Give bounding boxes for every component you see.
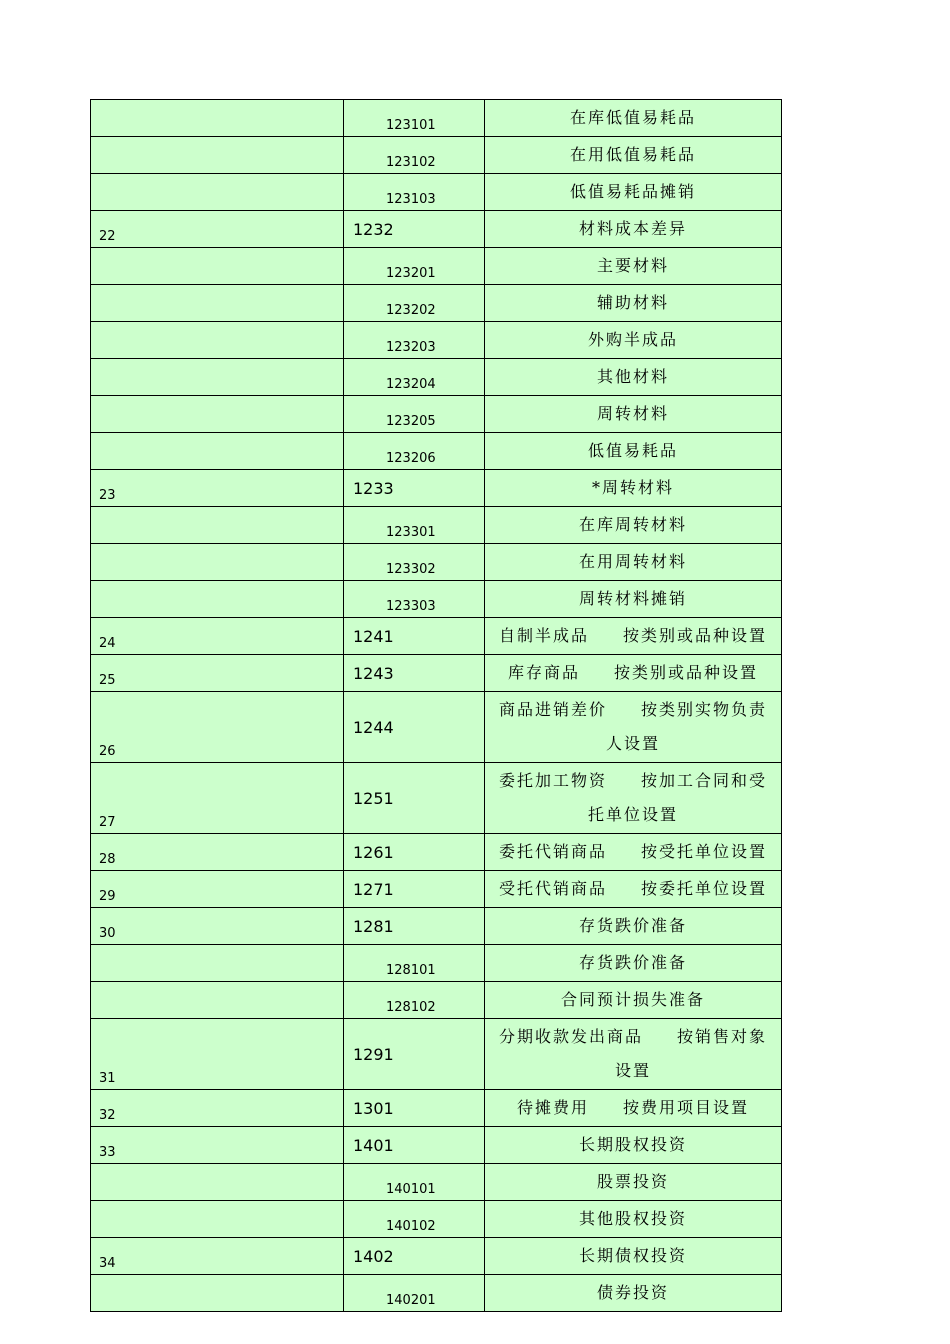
row-number-cell: 28	[91, 834, 344, 871]
row-number-cell	[91, 507, 344, 544]
table-row	[91, 285, 782, 322]
account-name: 周转材料摊销	[578, 589, 687, 608]
account-code-cell: 123202	[344, 285, 485, 322]
table-row	[91, 137, 782, 174]
row-number-cell	[91, 1164, 344, 1201]
account-name-cell	[485, 322, 782, 359]
account-name-cell	[485, 285, 782, 322]
row-number-cell	[91, 1275, 344, 1312]
account-name: 主要材料	[596, 256, 669, 275]
account-name: 外购半成品	[587, 330, 678, 349]
account-name-cell	[485, 1127, 782, 1164]
table-row	[91, 1275, 782, 1312]
account-name: 其他材料	[596, 367, 669, 386]
account-name: 债券投资	[596, 1283, 669, 1302]
setup-note: 按类别实物负责人设置	[605, 700, 768, 753]
account-name: 股票投资	[596, 1172, 669, 1191]
table-row	[91, 1090, 782, 1127]
account-name: 合同预计损失准备	[560, 990, 705, 1009]
account-name-cell	[485, 1090, 782, 1127]
account-name: 自制半成品	[498, 626, 589, 645]
setup-note: 按类别或品种设置	[614, 663, 759, 682]
table-row	[91, 1019, 782, 1090]
table-row	[91, 655, 782, 692]
account-code-cell: 1402	[344, 1238, 485, 1275]
account-name-cell	[485, 1164, 782, 1201]
row-number-cell: 34	[91, 1238, 344, 1275]
row-number-cell: 30	[91, 908, 344, 945]
row-number-cell	[91, 544, 344, 581]
row-number-cell: 25	[91, 655, 344, 692]
account-name-cell	[485, 396, 782, 433]
row-number-cell: 29	[91, 871, 344, 908]
table-row	[91, 100, 782, 137]
row-number-cell: 27	[91, 763, 344, 834]
account-name: 长期债权投资	[578, 1246, 687, 1265]
account-name-cell	[485, 763, 782, 834]
account-name-cell	[485, 1019, 782, 1090]
account-name-cell	[485, 692, 782, 763]
table-row	[91, 396, 782, 433]
setup-note: 按受托单位设置	[641, 842, 768, 861]
setup-note: 按委托单位设置	[641, 879, 768, 898]
account-name: 委托代销商品	[498, 842, 607, 861]
account-name: 低值易耗品	[587, 441, 678, 460]
row-number-cell: 23	[91, 470, 344, 507]
table-row	[91, 1127, 782, 1164]
account-name: 长期股权投资	[578, 1135, 687, 1154]
setup-note: 按类别或品种设置	[623, 626, 768, 645]
table-body	[91, 100, 782, 1312]
table-row	[91, 211, 782, 248]
account-name: 周转材料	[596, 404, 669, 423]
account-name-cell	[485, 945, 782, 982]
account-name: 在用周转材料	[578, 552, 687, 571]
account-name: 辅助材料	[596, 293, 669, 312]
account-name-cell	[485, 100, 782, 137]
row-number-cell	[91, 1201, 344, 1238]
table-row	[91, 945, 782, 982]
account-name-cell	[485, 137, 782, 174]
account-code-cell: 123303	[344, 581, 485, 618]
account-name-cell	[485, 174, 782, 211]
account-name: 商品进销差价	[498, 700, 607, 719]
account-code-cell: 1243	[344, 655, 485, 692]
table-row	[91, 763, 782, 834]
account-name-cell	[485, 1201, 782, 1238]
account-code-cell: 123201	[344, 248, 485, 285]
table-row	[91, 433, 782, 470]
row-number-cell: 26	[91, 692, 344, 763]
table-row	[91, 692, 782, 763]
account-code-cell: 1281	[344, 908, 485, 945]
account-name-cell	[485, 908, 782, 945]
table-row	[91, 1201, 782, 1238]
account-name: 分期收款发出商品	[498, 1027, 643, 1046]
row-number-cell	[91, 100, 344, 137]
account-name-cell	[485, 871, 782, 908]
table-row	[91, 359, 782, 396]
table-row	[91, 1238, 782, 1275]
account-name: *周转材料	[591, 478, 674, 497]
row-number-cell	[91, 396, 344, 433]
account-name: 材料成本差异	[578, 219, 687, 238]
row-number-cell	[91, 945, 344, 982]
table-row	[91, 507, 782, 544]
account-code-cell: 1241	[344, 618, 485, 655]
row-number-cell	[91, 137, 344, 174]
account-code-cell: 123204	[344, 359, 485, 396]
account-name: 委托加工物资	[498, 771, 607, 790]
account-name: 低值易耗品摊销	[569, 182, 696, 201]
table-row	[91, 908, 782, 945]
account-name: 在用低值易耗品	[569, 145, 696, 164]
account-code-cell: 1261	[344, 834, 485, 871]
row-number-cell: 33	[91, 1127, 344, 1164]
row-number-cell	[91, 581, 344, 618]
table-row	[91, 174, 782, 211]
table-row	[91, 322, 782, 359]
table-row	[91, 470, 782, 507]
table-row	[91, 982, 782, 1019]
account-name: 待摊费用	[516, 1098, 589, 1117]
account-code-cell: 1232	[344, 211, 485, 248]
account-code-cell: 123302	[344, 544, 485, 581]
account-name: 库存商品	[507, 663, 580, 682]
account-code-cell: 123301	[344, 507, 485, 544]
setup-note: 按加工合同和受托单位设置	[587, 771, 768, 824]
account-code-cell: 128102	[344, 982, 485, 1019]
account-name-cell	[485, 834, 782, 871]
account-code-cell: 123205	[344, 396, 485, 433]
row-number-cell	[91, 174, 344, 211]
account-name: 受托代销商品	[498, 879, 607, 898]
account-name-cell	[485, 433, 782, 470]
row-number-cell	[91, 285, 344, 322]
account-code-cell: 123102	[344, 137, 485, 174]
account-name: 其他股权投资	[578, 1209, 687, 1228]
row-number-cell	[91, 359, 344, 396]
setup-note: 按销售对象设置	[614, 1027, 768, 1080]
account-code-cell: 1271	[344, 871, 485, 908]
table-row	[91, 618, 782, 655]
account-code-cell: 128101	[344, 945, 485, 982]
account-name-cell	[485, 655, 782, 692]
account-code-cell: 123103	[344, 174, 485, 211]
account-name-cell	[485, 359, 782, 396]
account-code-cell: 140201	[344, 1275, 485, 1312]
row-number-cell	[91, 982, 344, 1019]
table-row	[91, 1164, 782, 1201]
account-code-cell: 123203	[344, 322, 485, 359]
account-name-cell	[485, 581, 782, 618]
row-number-cell	[91, 322, 344, 359]
account-code-cell: 1301	[344, 1090, 485, 1127]
account-code-cell: 1251	[344, 763, 485, 834]
account-name-cell	[485, 1275, 782, 1312]
table-row	[91, 544, 782, 581]
row-number-cell	[91, 248, 344, 285]
setup-note: 按费用项目设置	[623, 1098, 750, 1117]
account-name: 存货跌价准备	[578, 953, 687, 972]
account-code-cell: 123101	[344, 100, 485, 137]
account-code-cell: 140101	[344, 1164, 485, 1201]
account-name-cell	[485, 1238, 782, 1275]
chart-of-accounts-table	[90, 99, 782, 1312]
row-number-cell: 32	[91, 1090, 344, 1127]
row-number-cell	[91, 433, 344, 470]
account-name-cell	[485, 982, 782, 1019]
account-name-cell	[485, 544, 782, 581]
account-name: 在库周转材料	[578, 515, 687, 534]
account-code-cell: 1291	[344, 1019, 485, 1090]
account-name-cell	[485, 618, 782, 655]
account-code-cell: 1401	[344, 1127, 485, 1164]
account-name-cell	[485, 507, 782, 544]
table-row	[91, 834, 782, 871]
account-name-cell	[485, 470, 782, 507]
account-code-cell: 1233	[344, 470, 485, 507]
account-name: 在库低值易耗品	[569, 108, 696, 127]
account-code-cell: 140102	[344, 1201, 485, 1238]
account-code-cell: 1244	[344, 692, 485, 763]
table-row	[91, 248, 782, 285]
account-name: 存货跌价准备	[578, 916, 687, 935]
account-name-cell	[485, 211, 782, 248]
row-number-cell: 24	[91, 618, 344, 655]
table-row	[91, 871, 782, 908]
account-name-cell	[485, 248, 782, 285]
table-row	[91, 581, 782, 618]
row-number-cell: 31	[91, 1019, 344, 1090]
account-code-cell: 123206	[344, 433, 485, 470]
row-number-cell: 22	[91, 211, 344, 248]
